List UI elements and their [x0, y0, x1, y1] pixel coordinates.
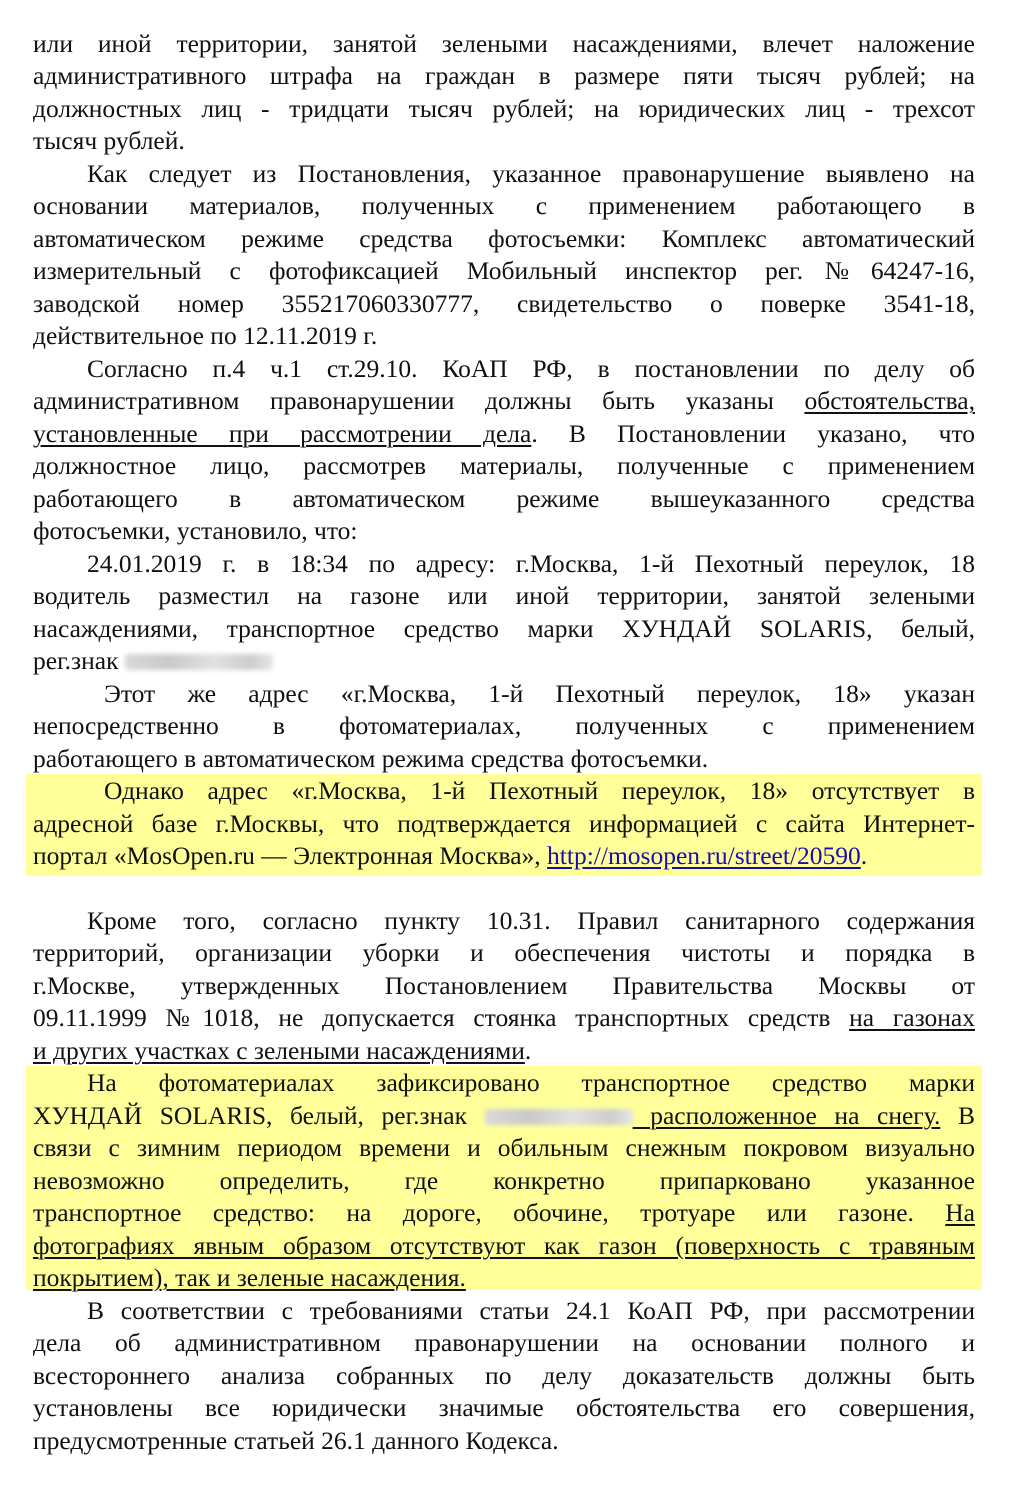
- text-run: измерительный с фотофиксацией Мобильный инспектор рег.№64247-16,: [33, 256, 975, 285]
- underlined-text: установленные при рассмотрении дела: [33, 419, 532, 448]
- text-line: [33, 320, 975, 352]
- underlined-text: расположенное на снегу.: [632, 1101, 941, 1130]
- text-line: [33, 223, 975, 255]
- text-run: территорий, организации уборки и обеспечения чистоты и порядка в: [33, 938, 975, 967]
- text-line: [33, 288, 975, 320]
- text-run: установлены все юридически значимые обстоятельства его совершения,: [33, 1393, 975, 1422]
- underlined-text: На: [945, 1198, 975, 1227]
- text-run: тысяч рублей.: [33, 126, 185, 155]
- text-run: работающего в автоматическом режима средства фотосъемки.: [33, 744, 709, 773]
- text-run: предусмотренные статьей 26.1 данного Кодекса.: [33, 1426, 559, 1455]
- text-line: [104, 775, 975, 807]
- text-run: Этот же адрес «г.Москва, 1-й Пехотный переулок, 18» указан: [104, 679, 975, 708]
- text-line: [33, 937, 975, 969]
- redacted-plate-number: [485, 1109, 633, 1125]
- text-run: заводской номер 355217060330777, свидетельство о поверке 3541-18,: [33, 289, 975, 318]
- text-line: [33, 743, 975, 775]
- text-run: всестороннего анализа собранных по делу доказательств должны быть: [33, 1361, 975, 1390]
- text-line: [87, 905, 975, 937]
- text-run: Как следует из Постановления, указанное правонарушение выявлено на: [87, 159, 975, 188]
- mosopen-link[interactable]: http://mosopen.ru/street/20590: [547, 841, 861, 870]
- text-run: транспортное средство: на дороге, обочине, тротуаре или газоне.: [33, 1198, 946, 1227]
- text-line: [104, 678, 975, 710]
- underlined-text: обстоятельства,: [804, 386, 975, 415]
- text-line: [33, 385, 975, 417]
- text-line: [33, 1425, 975, 1457]
- text-run: автоматическом режиме средства фотосъемки: Комплекс автоматический: [33, 224, 975, 253]
- text-run: непосредственно в фотоматериалах, полученных с применением: [33, 711, 975, 740]
- text-run: .: [860, 841, 868, 870]
- text-run: адресной базе г.Москвы, что подтверждается информацией с сайта Интернет-: [33, 809, 975, 838]
- text-run: административного штрафа на граждан в размере пяти тысяч рублей; на: [33, 61, 975, 90]
- text-line: [33, 1327, 975, 1359]
- text-run: 09.11.1999 №1018, не допускается стоянка транспортных средств: [33, 1003, 850, 1032]
- text-run: На фотоматериалах зафиксировано транспортное средство марки: [87, 1068, 975, 1097]
- text-line: [33, 418, 975, 450]
- text-line: [33, 515, 975, 547]
- text-line: [87, 1295, 975, 1327]
- text-run: работающего в автоматическом режиме вышеуказанного средства: [33, 484, 975, 513]
- text-line: [33, 1165, 975, 1197]
- text-line: [33, 1392, 975, 1424]
- text-line: [33, 645, 975, 677]
- underlined-text: покрытием), так и зеленые насаждения.: [33, 1263, 466, 1292]
- underlined-text: и других участках с зелеными насаждениями: [33, 1036, 525, 1065]
- text-line: [33, 808, 975, 840]
- text-run: ХУНДАЙ SOLARIS, белый, рег.знак: [33, 1101, 485, 1130]
- text-line: [33, 1262, 975, 1294]
- text-line: [33, 60, 975, 92]
- text-run: действительное по 12.11.2019 г.: [33, 321, 378, 350]
- text-line: [33, 1035, 975, 1067]
- text-run: .: [524, 1036, 532, 1065]
- text-run: портал «MosOpen.ru — Электронная Москва»,: [33, 841, 548, 870]
- text-line: [33, 125, 975, 157]
- text-line: [33, 93, 975, 125]
- text-run: Кроме того, согласно пункту 10.31. Правил санитарного содержания: [87, 906, 975, 935]
- text-run: должностных лиц - тридцати тысяч рублей; на юридических лиц - трехсот: [33, 94, 975, 123]
- text-line: [33, 255, 975, 287]
- text-run: невозможно определить, где конкретно припарковано указанное: [33, 1166, 975, 1195]
- underlined-text: фотографиях явным образом отсутствуют как газон (поверхность с травяным: [33, 1231, 975, 1260]
- text-line: [33, 450, 975, 482]
- text-line: [33, 190, 975, 222]
- text-run: Согласно п.4 ч.1 ст.29.10. КоАП РФ, в постановлении по делу об: [87, 354, 975, 383]
- text-line: [33, 1360, 975, 1392]
- text-run: административном правонарушении должны быть указаны: [33, 386, 805, 415]
- underlined-text: на газонах: [849, 1003, 975, 1032]
- text-line: [33, 1132, 975, 1164]
- text-run: должностное лицо, рассмотрев материалы, полученные с применением: [33, 451, 975, 480]
- text-run: В: [940, 1101, 975, 1130]
- text-run: насаждениями, транспортное средство марки ХУНДАЙ SOLARIS, белый,: [33, 614, 975, 643]
- text-line: [33, 1197, 975, 1229]
- text-run: или иной территории, занятой зелеными насаждениями, влечет наложение: [33, 29, 975, 58]
- text-run: В соответствии с требованиями статьи 24.1 КоАП РФ, при рассмотрении: [87, 1296, 975, 1325]
- text-line: [33, 970, 975, 1002]
- text-line: [33, 483, 975, 515]
- text-line: [33, 613, 975, 645]
- text-line: [33, 840, 975, 872]
- text-line: [33, 1002, 975, 1034]
- text-run: 24.01.2019 г. в 18:34 по адресу: г.Москва, 1-й Пехотный переулок, 18: [87, 549, 975, 578]
- text-run: дела об административном правонарушении на основании полного и: [33, 1328, 975, 1357]
- text-run: основании материалов, полученных с применением работающего в: [33, 191, 975, 220]
- text-line: [33, 1230, 975, 1262]
- text-line: [87, 158, 975, 190]
- text-line: [87, 548, 975, 580]
- text-line: [87, 1067, 975, 1099]
- text-line: [33, 1100, 975, 1132]
- text-run: . В Постановлении указано, что: [531, 419, 975, 448]
- text-run: Однако адрес «г.Москва, 1-й Пехотный переулок, 18» отсутствует в: [104, 776, 975, 805]
- text-run: фотосъемки, установило, что:: [33, 516, 358, 545]
- text-line: [87, 353, 975, 385]
- text-run: г.Москве, утвержденных Постановлением Правительства Москвы от: [33, 971, 975, 1000]
- text-line: [33, 710, 975, 742]
- text-run: водитель разместил на газоне или иной территории, занятой зелеными: [33, 581, 975, 610]
- text-line: [33, 28, 975, 60]
- text-line: [33, 580, 975, 612]
- redacted-plate-number: [125, 654, 273, 670]
- text-run: связи с зимним периодом времени и обильным снежным покровом визуально: [33, 1133, 975, 1162]
- text-run: рег.знак: [33, 646, 125, 675]
